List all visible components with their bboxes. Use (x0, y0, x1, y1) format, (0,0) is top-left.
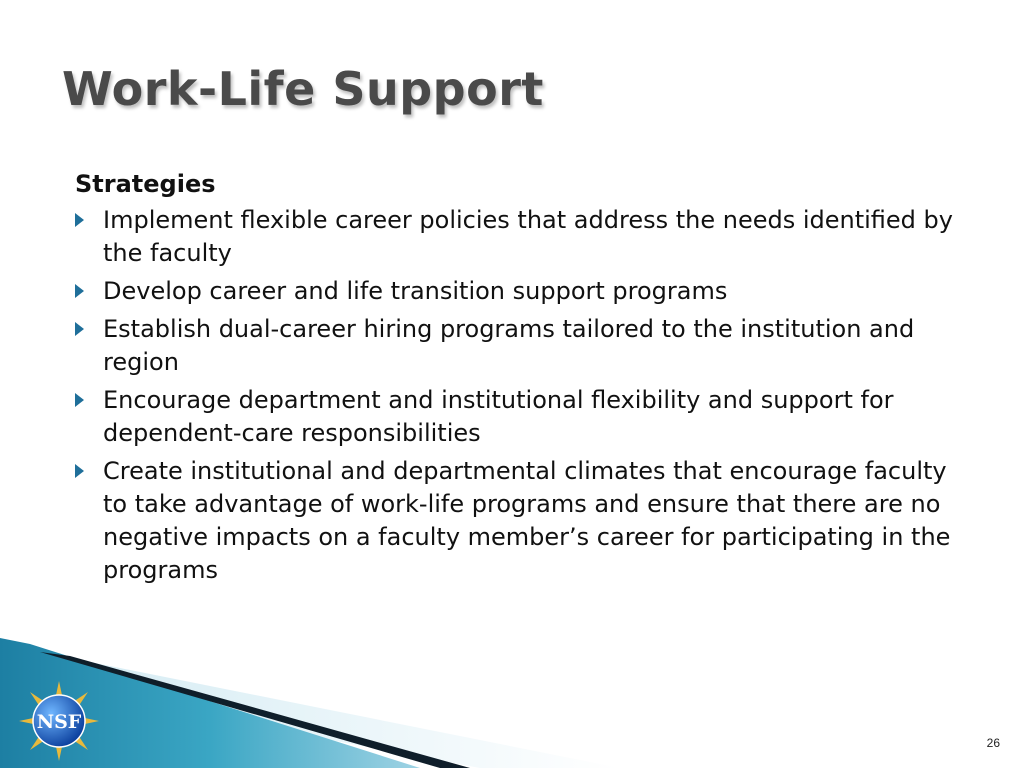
slide-content (75, 166, 975, 592)
list-item (75, 275, 975, 308)
page-number: 26 (986, 736, 1000, 750)
list-item-text: Establish dual-career hiring programs tailored to the institution and region (103, 315, 915, 376)
triangle-bullet-icon (75, 322, 84, 336)
slide-title: Work-Life Support (62, 62, 544, 116)
triangle-bullet-icon (75, 284, 84, 298)
list-item (75, 384, 975, 450)
list-item (75, 313, 975, 379)
strategies-subheading: Strategies (75, 170, 216, 198)
strategy-list (75, 204, 975, 587)
triangle-bullet-icon (75, 393, 84, 407)
triangle-bullet-icon (75, 213, 84, 227)
list-item-text: Implement flexible career policies that address the needs identified by the faculty (103, 206, 953, 267)
list-item (75, 204, 975, 270)
list-item-text: Encourage department and institutional flexibility and support for dependent-care responsibilities (103, 386, 894, 447)
list-item-text: Create institutional and departmental climates that encourage faculty to take advantage of work-life programs and ensure that there are no negative impacts on a faculty member’s career for participating in the programs (103, 457, 951, 584)
footer-decoration (0, 638, 1024, 768)
triangle-bullet-icon (75, 464, 84, 478)
list-item-text: Develop career and life transition support programs (103, 277, 728, 305)
nsf-logo (18, 680, 100, 762)
nsf-logo-text: NSF (36, 711, 82, 733)
list-item (75, 455, 975, 587)
